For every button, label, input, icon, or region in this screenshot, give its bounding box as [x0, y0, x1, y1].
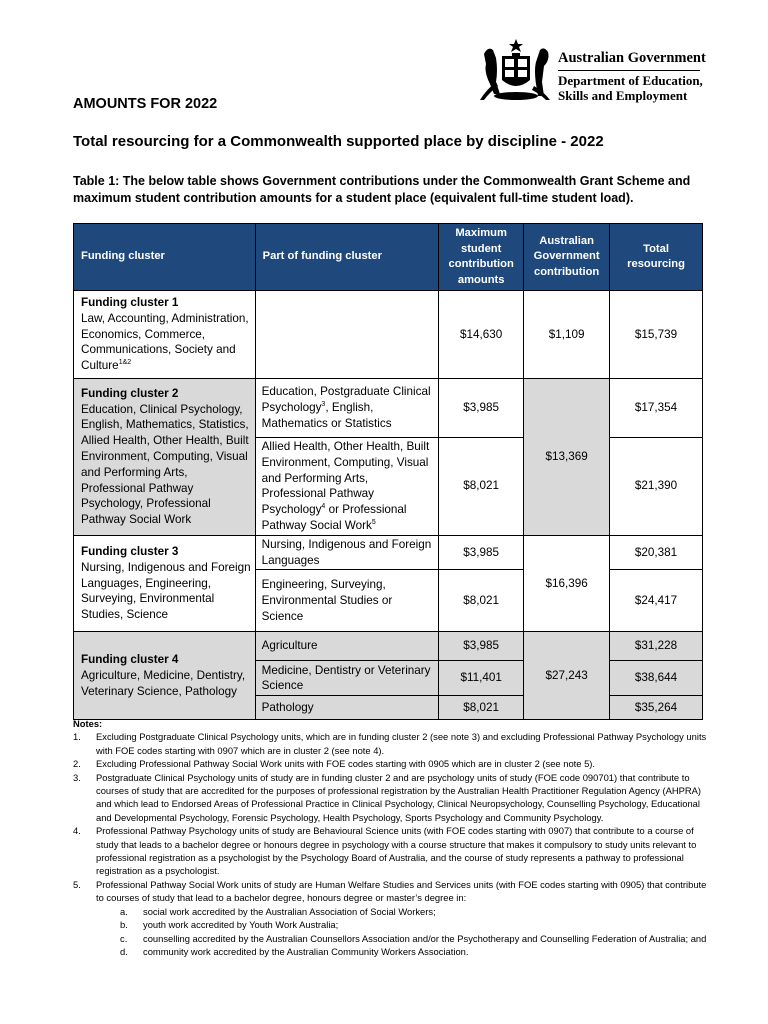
header-total-resourcing: Total resourcing — [610, 224, 703, 291]
cluster-4-cell — [74, 632, 256, 720]
cluster-description: Nursing, Indigenous and Foreign Languages, Engineering, Surveying, Environmental Studies, Science — [81, 560, 251, 622]
note-item: 4. Professional Pathway Psychology units of study are Behavioural Science units (with FOE codes starting with 0907) that contribute to a course of study that leads to a bachelor degree or honours degree in psychology with a course structure that makes it compulsory to study units relevant to professional registration as a psychologist by the Psychology Board of Australia, and the course of study represents a pathway to professional registration as a psychologist. — [73, 825, 697, 877]
header-max-student-contribution: Maximum student contribution amounts — [439, 224, 524, 291]
page-heading: AMOUNTS FOR 2022 — [73, 96, 218, 112]
max-student-contribution: $8,021 — [439, 438, 524, 536]
note-subitem: c. counselling accredited by the Australian Counsellors Association and/or the Psychotherapy and Counselling Federation of Australia; and — [120, 932, 707, 944]
total-resourcing: $31,228 — [610, 632, 703, 661]
notes-heading: Notes: — [73, 718, 103, 729]
total-resourcing: $24,417 — [610, 570, 703, 632]
footnote-ref: 3 — [321, 401, 326, 409]
cluster-description: Agriculture, Medicine, Dentistry, Veterinary Science, Pathology — [81, 668, 246, 698]
note-subitem: d. community work accredited by the Australian Community Workers Association. — [120, 945, 469, 957]
table-caption: Table 1: The below table shows Government contributions under the Commonwealth Grant Scheme and maximum student contribution amounts for a student place (equivalent full-time student load). — [73, 174, 691, 205]
cluster-name: Funding cluster 3 — [81, 545, 179, 559]
total-resourcing: $17,354 — [610, 379, 703, 438]
note-item: 2. Excluding Professional Pathway Social Work units with FOE codes starting with 0905 which are in cluster 2 (see note 5). — [73, 758, 596, 770]
max-student-contribution: $3,985 — [439, 632, 524, 661]
cluster-name: Funding cluster 2 — [81, 386, 179, 400]
max-student-contribution: $3,985 — [439, 535, 524, 570]
department-name-line1: Department of Education, — [558, 73, 703, 88]
page-title: Total resourcing for a Commonwealth supported place by discipline - 2022 — [73, 133, 604, 150]
max-student-contribution: $11,401 — [439, 661, 524, 696]
total-resourcing: $38,644 — [610, 661, 703, 696]
department-name-line2: Skills and Employment — [558, 87, 688, 103]
cluster-1-cell — [74, 291, 256, 379]
table-header-row — [74, 224, 703, 291]
footnote-ref: 1&2 — [118, 359, 132, 367]
government-contribution: $27,243 — [524, 632, 610, 720]
cluster-description: Law, Accounting, Administration, Economics, Commerce, Communications, Society and Culture — [81, 311, 249, 373]
table-row — [74, 379, 703, 438]
note-subitem: a. social work accredited by the Australian Association of Social Workers; — [120, 905, 436, 917]
coat-of-arms-icon — [478, 36, 554, 102]
part-of-cluster: Engineering, Surveying, Environmental Studies or Science — [255, 570, 439, 632]
part-of-cluster: Pathology — [255, 696, 439, 720]
cluster-name: Funding cluster 4 — [81, 653, 179, 667]
part-of-cluster: Allied Health, Other Health, Built Environment, Computing, Visual and Performing Arts, Professional Pathway Psychology$^4$ or Professional Pathway Social Work$^5$ — [255, 438, 439, 536]
max-student-contribution: $3,985 — [439, 379, 524, 438]
government-contribution: $13,369 — [524, 379, 610, 536]
total-resourcing: $35,264 — [610, 696, 703, 720]
note-item: 3. Postgraduate Clinical Psychology units of study are in funding cluster 2 and are psychology units of study (FOE code 090701) that contribute to courses of study that are accredited for the purposes of professional registration by the Australian Health Practitioner Regulation Agency (AHPRA) and which lead to Endorsed Areas of Professional Practice in Clinical Psychology, Clinical Neuropsychology, Counselling Psychology, Educational and Developmental Psychology, Forensic Psychology, Health Psychology, Sports Psychology and Community Psychology. — [73, 771, 702, 823]
part-of-cluster: Education, Postgraduate Clinical Psychology$^3$, English, Mathematics or Statistics — [255, 379, 439, 438]
resourcing-table — [73, 223, 703, 720]
max-student-contribution: $14,630 — [439, 291, 524, 379]
government-contribution: $16,396 — [524, 535, 610, 632]
note-item: 1. Excluding Postgraduate Clinical Psychology units, which are in funding cluster 2 (see note 3) and excluding Professional Pathway Psychology units with FOE codes starting with 0907 which are in cluster 2 (see note 4). — [73, 731, 707, 756]
cluster-1-part-cell — [255, 291, 439, 379]
note-item: 5. Professional Pathway Social Work units of study are Human Welfare Studies and Services units (with FOE codes starting with 0905) that contribute to courses of study that lead to a bachelor degree, honours degree or master’s degree in: — [73, 878, 707, 904]
part-of-cluster: Medicine, Dentistry or Veterinary Science — [255, 661, 439, 696]
footnote-ref: 5 — [371, 518, 376, 526]
header-part-of-cluster: Part of funding cluster — [255, 224, 439, 291]
table-row — [74, 535, 703, 570]
header-government-contribution: Australian Government contribution — [524, 224, 610, 291]
max-student-contribution: $8,021 — [439, 570, 524, 632]
government-name: Australian Government — [558, 50, 706, 66]
header-funding-cluster: Funding cluster — [74, 224, 256, 291]
australian-government-logo — [478, 36, 708, 106]
notes-section — [73, 717, 709, 958]
cluster-2-cell — [74, 379, 256, 536]
cluster-name: Funding cluster 1 — [81, 296, 179, 309]
total-resourcing: $20,381 — [610, 535, 703, 570]
table-row — [74, 632, 703, 661]
footnote-ref: 4 — [321, 503, 326, 511]
table-row — [74, 291, 703, 379]
total-resourcing: $21,390 — [610, 438, 703, 536]
government-contribution: $1,109 — [524, 291, 610, 379]
total-resourcing: $15,739 — [610, 291, 703, 379]
cluster-3-cell — [74, 535, 256, 632]
logo-divider — [558, 70, 700, 71]
part-of-cluster: Agriculture — [255, 632, 439, 661]
cluster-description: Education, Clinical Psychology, English, Mathematics, Statistics, Allied Health, Other Health, Built Environment, Computing, Visual and Performing Arts, Professional Pathway Psychology, Professional Pathway Social Work — [81, 402, 249, 527]
part-of-cluster: Nursing, Indigenous and Foreign Languages — [255, 535, 439, 570]
note-subitem: b. youth work accredited by Youth Work Australia; — [120, 919, 339, 931]
max-student-contribution: $8,021 — [439, 696, 524, 720]
